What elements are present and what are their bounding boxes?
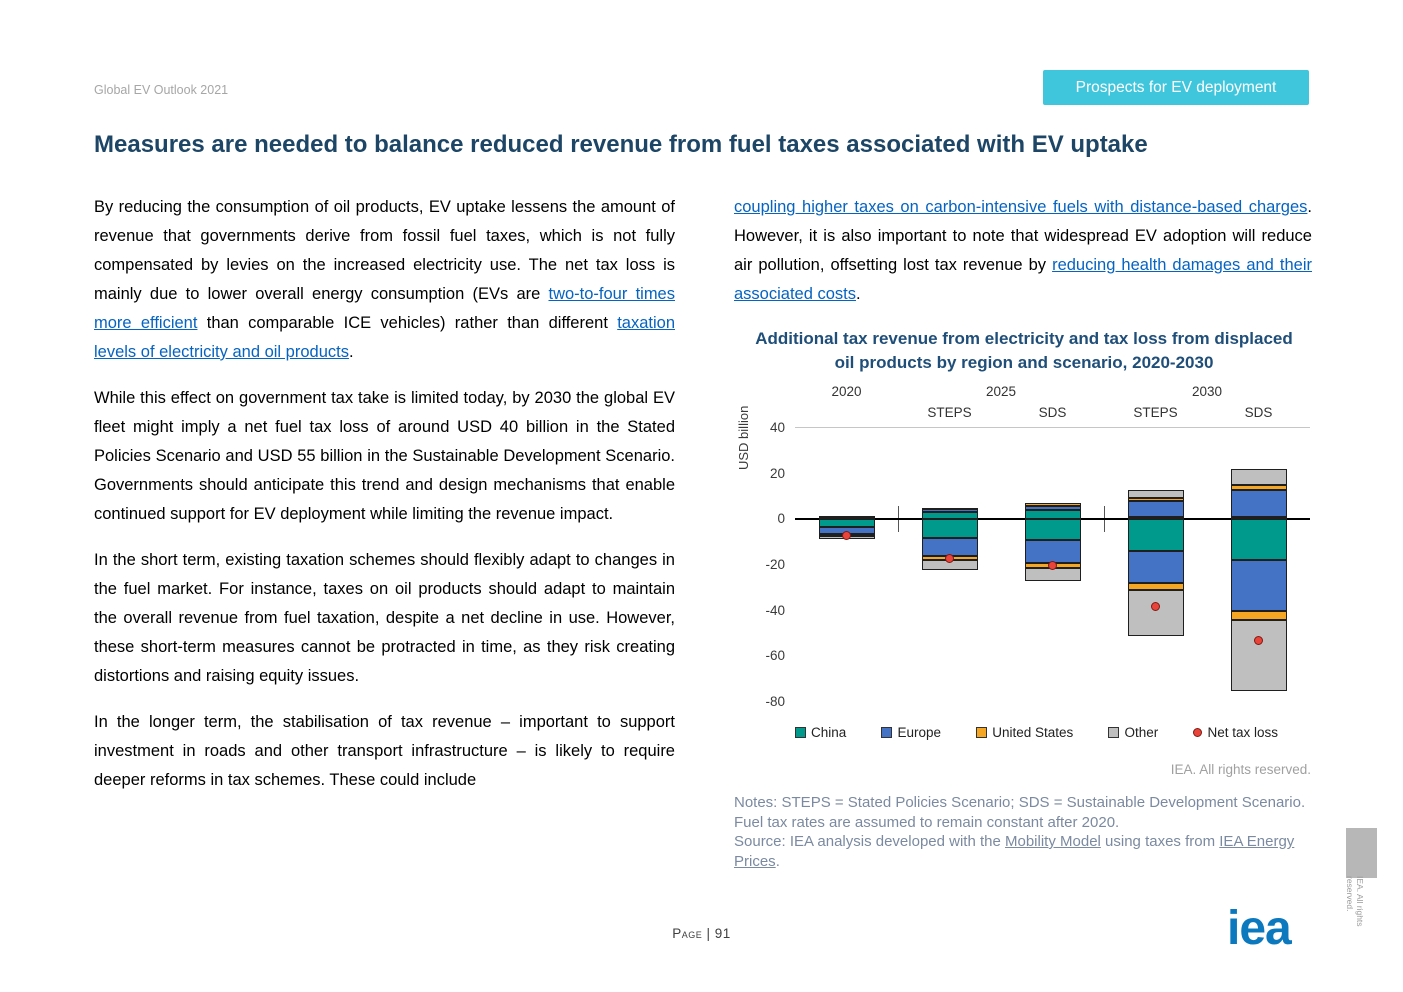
text-run: using taxes from (1100, 833, 1220, 850)
y-tick-label: 20 (769, 465, 785, 481)
link-distance-based-charges[interactable]: coupling higher taxes on carbon-intensive fuels with distance-based charges (734, 198, 1308, 216)
paragraph-4: In the longer term, the stabilisation of tax revenue – important to support investment in roads and other transport infrastructure – is likely to require deeper reforms in tax schemes. These could include (94, 713, 675, 789)
chart-legend (795, 725, 1278, 740)
paragraph-3: In the short term, existing taxation schemes should flexibly adapt to changes in the fuel market. For instance, taxes on oil products should adapt to maintain the overall revenue from fuel taxation, despite a net decline in use. However, these short-term measures cannot be protracted in time, as they risk creating distortions and raising equity issues. (94, 551, 675, 685)
y-tick-label: -80 (765, 694, 785, 709)
legend-label: China (811, 725, 847, 740)
bar-segment-other (1025, 568, 1081, 581)
text-run: . (855, 285, 861, 303)
net-tax-loss-swatch (1193, 728, 1202, 737)
legend-label: Net tax loss (1207, 725, 1278, 740)
chart-year-label: 2020 (831, 384, 862, 399)
page-number: Page | 91 (672, 926, 731, 941)
chart-scenario-label: SDS (1038, 405, 1067, 420)
bar-segment-united-states (1128, 498, 1184, 501)
section-badge: Prospects for EV deployment (1043, 70, 1309, 105)
bar-segment-united-states (1231, 485, 1287, 490)
legend-item (1108, 725, 1158, 740)
bar-segment-other (1128, 490, 1184, 498)
china-swatch (795, 727, 806, 738)
bar-segment-china (922, 512, 978, 519)
y-tick-label: -60 (765, 648, 785, 664)
text-run: . (775, 852, 780, 870)
text-run: . (348, 343, 354, 361)
text-run: Notes: STEPS = Stated Policies Scenario; SDS = Sustainable Development Scenario. Fuel tax rates are assumed to remain constant after 2020. (734, 794, 1306, 831)
text-run: By reducing the consumption of oil products, EV uptake lessens the amount of revenue that governments derive from fossil fuel taxes, which is not fully compensated by levies on the increased electricity use. The net tax loss is mainly due to lower overall energy consumption (EVs are (94, 198, 675, 303)
chart-notes (734, 793, 1312, 871)
chart-year-label: 2030 (1191, 384, 1223, 399)
y-tick-label: 0 (777, 511, 785, 527)
bar-segment-europe (819, 516, 875, 518)
bar-segment-other (1231, 469, 1287, 485)
right-edge-strip (1346, 828, 1377, 878)
net-tax-loss-marker (842, 531, 851, 540)
chart-year-label: 2025 (985, 384, 1017, 399)
bar-segment-united-states (1128, 583, 1184, 590)
report-title: Global EV Outlook 2021 (94, 83, 229, 97)
bar-segment-china (922, 519, 978, 537)
chart-scenario-label: STEPS (1133, 405, 1178, 420)
chart-source-text (734, 832, 1312, 871)
page-title: Measures are needed to balance reduced revenue from fuel taxes associated with EV uptake (94, 131, 1148, 158)
bar-segment-europe (1231, 560, 1287, 610)
other-swatch (1108, 727, 1119, 738)
bar-segment-other (1128, 590, 1184, 636)
link-taxation-levels[interactable]: taxation levels of electricity and oil products (94, 314, 675, 361)
y-tick-label: 40 (769, 420, 785, 435)
bar-segment-united-states (922, 508, 978, 510)
legend-item (795, 725, 846, 740)
bar-segment-china (1025, 519, 1081, 540)
link-two-to-four-times-more-efficient[interactable]: two-to-four times more efficient (94, 285, 675, 332)
bar-segment-other (1231, 620, 1287, 691)
bar-segment-united-states (1231, 611, 1287, 620)
chart-rights-text: IEA. All rights reserved. (1170, 762, 1311, 777)
chart-title: Additional tax revenue from electricity and tax loss from displaced oil products by region and scenario, 2020-2030 (755, 329, 1293, 372)
chart-y-axis-label: USD billion (736, 405, 751, 471)
net-tax-loss-marker (1254, 636, 1263, 645)
text-run: than comparable ICE vehicles) rather than different (197, 314, 618, 332)
text-run: . However, it is also important to note that widespread EV adoption will reduce air pollution, offsetting lost tax revenue by (734, 198, 1312, 274)
legend-label: United States (992, 725, 1074, 740)
net-tax-loss-marker (1151, 602, 1160, 611)
legend-item (1193, 725, 1278, 740)
left-column (94, 193, 675, 812)
chart-scenario-label: STEPS (927, 405, 972, 420)
legend-item (976, 725, 1073, 740)
net-tax-loss-marker (945, 554, 954, 563)
y-tick-label: -20 (765, 557, 785, 572)
united-states-swatch (976, 727, 987, 738)
side-rights-text: IEA. All rights reserved. (1345, 876, 1365, 927)
link-mobility-model[interactable]: Mobility Model (1005, 833, 1101, 850)
y-tick-label: -40 (765, 602, 785, 618)
net-tax-loss-marker (1048, 561, 1057, 570)
europe-swatch (881, 727, 892, 738)
paragraph-2: While this effect on government tax take is limited today, by 2030 the global EV fleet might imply a net fuel tax loss of around USD 40 billion in the Stated Policies Scenario and USD 55 billion in the Sustainable Development Scenario. Governments should anticipate this trend and design mechanisms that enable continued support for EV deployment while limiting the revenue impact. (94, 389, 675, 523)
right-column (734, 193, 1312, 326)
bar-segment-europe (1025, 540, 1081, 563)
bar-segment-china (819, 519, 875, 527)
legend-label: Other (1124, 725, 1159, 740)
link-iea-energy-prices[interactable]: IEA Energy Prices (734, 833, 1295, 870)
iea-logo: iea (1227, 902, 1291, 955)
bar-segment-europe (1025, 506, 1081, 511)
paragraph-5 (734, 193, 1312, 309)
text-run: Source: IEA analysis developed with the (734, 833, 1005, 850)
bar-segment-europe (1128, 551, 1184, 583)
bar-segment-united-states (1025, 503, 1081, 505)
link-health-damages[interactable]: reducing health damages and their associated costs (734, 256, 1312, 303)
legend-item (881, 725, 941, 740)
bar-segment-china (1025, 510, 1081, 519)
bar-segment-china (1128, 519, 1184, 551)
bar-segment-europe (1128, 501, 1184, 517)
chart-scenario-label: SDS (1244, 405, 1273, 420)
bar-segment-china (1231, 519, 1287, 560)
paragraph-1 (94, 193, 675, 367)
chart-notes-text (734, 793, 1312, 832)
chart-plot (765, 384, 1310, 709)
legend-label: Europe (897, 725, 942, 740)
bar-segment-europe (1231, 490, 1287, 517)
